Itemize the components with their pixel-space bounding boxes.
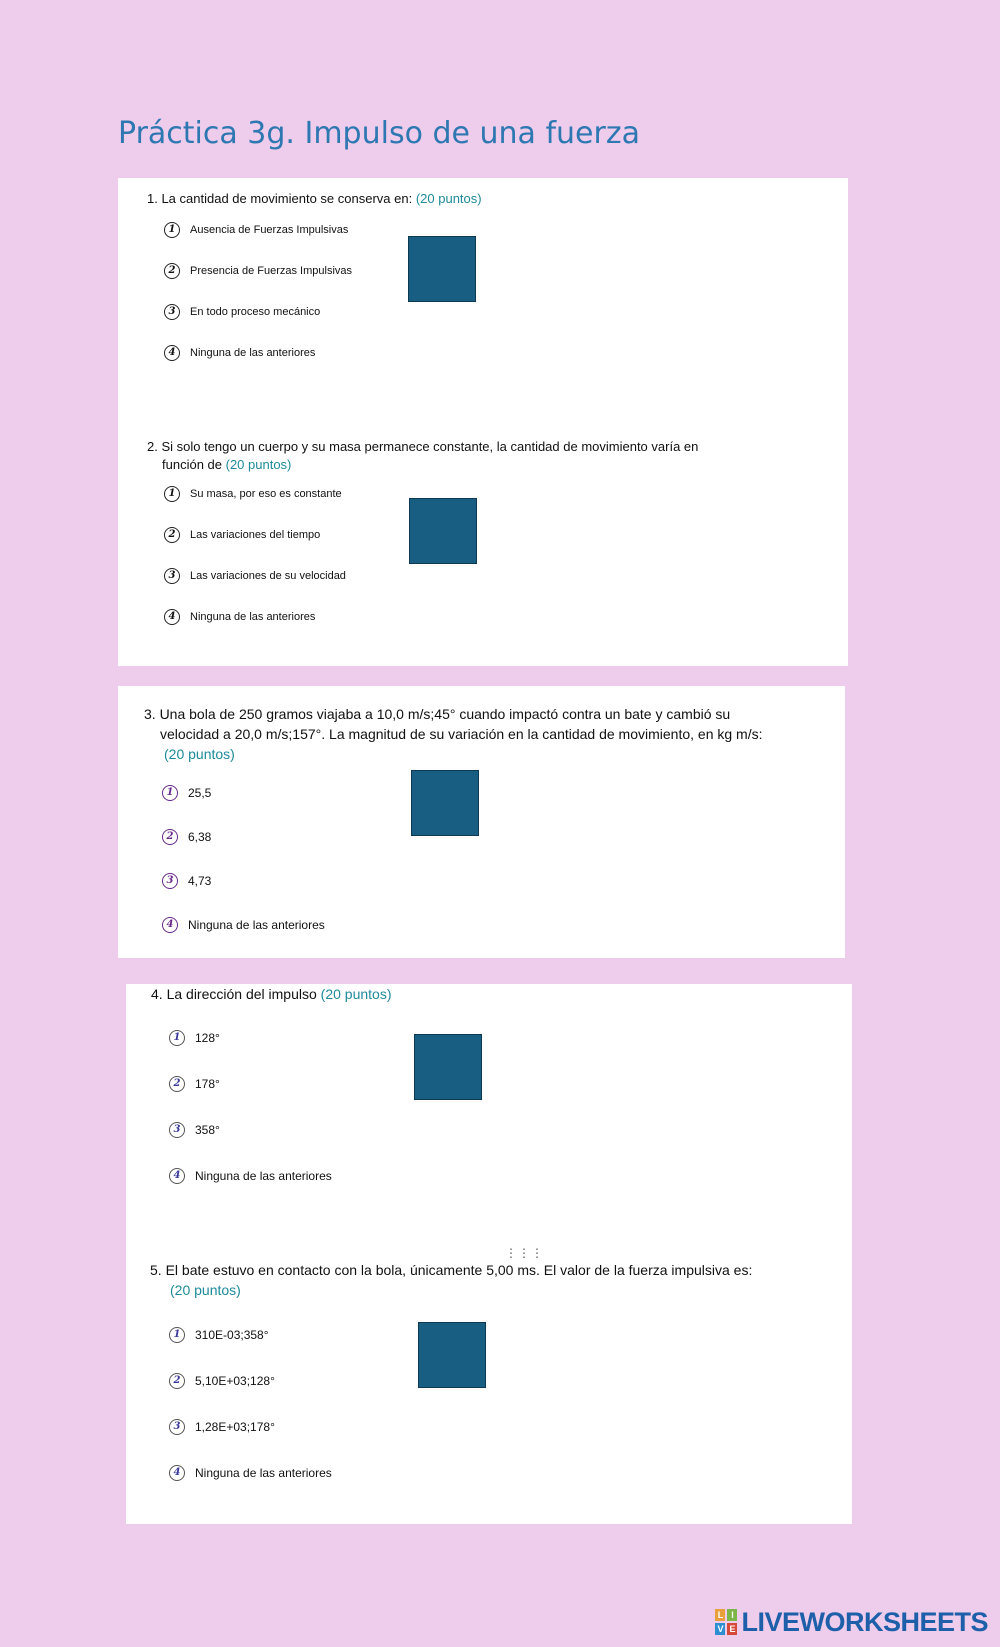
option-number-4: 4 xyxy=(164,609,180,625)
question-3-option-2: 2 6,38 xyxy=(162,826,211,848)
question-5-option-3: 3 1,28E+03;178° xyxy=(169,1416,275,1438)
page-title: Práctica 3g. Impulso de una fuerza xyxy=(118,116,640,151)
question-2-option-4: 4 Ninguna de las anteriores xyxy=(164,606,315,628)
question-2-option-1: 1 Su masa, por eso es constante xyxy=(164,483,342,505)
question-3-option-1: 1 25,5 xyxy=(162,782,211,804)
question-3-text: 3. Una bola de 250 gramos viajaba a 10,0 m/s;45° cuando impactó contra un bate y cambió su velocidad a 20,0 m/s;157°. La magnitud de su variación en la cantidad de movimiento, en kg m/s: (20 puntos) xyxy=(144,706,763,762)
option-number-1: 1 xyxy=(164,222,180,238)
question-5-option-2: 2 5,10E+03;128° xyxy=(169,1370,275,1392)
question-1-option-4: 4 Ninguna de las anteriores xyxy=(164,342,315,364)
question-5-points: (20 puntos) xyxy=(170,1282,241,1298)
question-2-points: (20 puntos) xyxy=(225,457,292,472)
option-number-2: 2 xyxy=(169,1373,185,1389)
question-5-text: 5. El bate estuvo en contacto con la bola, únicamente 5,00 ms. El valor de la fuerza impulsiva es: (20 puntos) xyxy=(150,1262,753,1298)
logo-icon: L I V E xyxy=(717,1610,736,1634)
question-4-text: 4. La dirección del impulso (20 puntos) xyxy=(151,986,392,1002)
question-card-4-5 xyxy=(126,984,852,1524)
question-4-option-2: 2 178° xyxy=(169,1073,220,1095)
question-card-3 xyxy=(118,686,845,958)
question-1-option-3: 3 En todo proceso mecánico xyxy=(164,301,320,323)
liveworksheets-logo[interactable] xyxy=(715,1607,988,1637)
question-1-text: 1. La cantidad de movimiento se conserva en: (20 puntos) xyxy=(147,191,482,206)
question-1-option-2: 2 Presencia de Fuerzas Impulsivas xyxy=(164,260,352,282)
option-number-1: 1 xyxy=(169,1030,185,1046)
option-number-1: 1 xyxy=(162,785,178,801)
question-2-answer-box[interactable] xyxy=(409,498,477,564)
question-1-option-1: 1 Ausencia de Fuerzas Impulsivas xyxy=(164,219,348,241)
question-5-option-4: 4 Ninguna de las anteriores xyxy=(169,1462,332,1484)
option-number-3: 3 xyxy=(169,1419,185,1435)
question-2-text: 2. Si solo tengo un cuerpo y su masa permanece constante, la cantidad de movimiento varía en función de (20 puntos) xyxy=(147,439,699,472)
logo-text: LIVEWORKSHEETS xyxy=(741,1606,988,1637)
option-number-3: 3 xyxy=(164,568,180,584)
question-card-1-2 xyxy=(118,178,848,666)
option-number-4: 4 xyxy=(164,345,180,361)
question-4-option-4: 4 Ninguna de las anteriores xyxy=(169,1165,332,1187)
option-number-1: 1 xyxy=(164,486,180,502)
option-number-4: 4 xyxy=(169,1465,185,1481)
question-3-points: (20 puntos) xyxy=(164,746,235,762)
question-4-points: (20 puntos) xyxy=(320,986,392,1002)
option-number-4: 4 xyxy=(162,917,178,933)
question-5-answer-box[interactable] xyxy=(418,1322,486,1388)
question-5-option-1: 1 310E-03;358° xyxy=(169,1324,269,1346)
drag-handle-icon: ⋮⋮⋮ xyxy=(505,1246,544,1260)
question-2-option-2: 2 Las variaciones del tiempo xyxy=(164,524,320,546)
option-number-3: 3 xyxy=(162,873,178,889)
option-number-2: 2 xyxy=(164,527,180,543)
option-number-1: 1 xyxy=(169,1327,185,1343)
option-number-4: 4 xyxy=(169,1168,185,1184)
option-number-3: 3 xyxy=(169,1122,185,1138)
option-number-3: 3 xyxy=(164,304,180,320)
question-4-option-1: 1 128° xyxy=(169,1027,220,1049)
question-1-answer-box[interactable] xyxy=(408,236,476,302)
option-number-2: 2 xyxy=(164,263,180,279)
question-1-points: (20 puntos) xyxy=(415,191,482,206)
question-3-answer-box[interactable] xyxy=(411,770,479,836)
option-number-2: 2 xyxy=(162,829,178,845)
question-3-option-3: 3 4,73 xyxy=(162,870,211,892)
question-2-option-3: 3 Las variaciones de su velocidad xyxy=(164,565,346,587)
question-4-option-3: 3 358° xyxy=(169,1119,220,1141)
question-3-option-4: 4 Ninguna de las anteriores xyxy=(162,914,325,936)
question-4-answer-box[interactable] xyxy=(414,1034,482,1100)
option-number-2: 2 xyxy=(169,1076,185,1092)
